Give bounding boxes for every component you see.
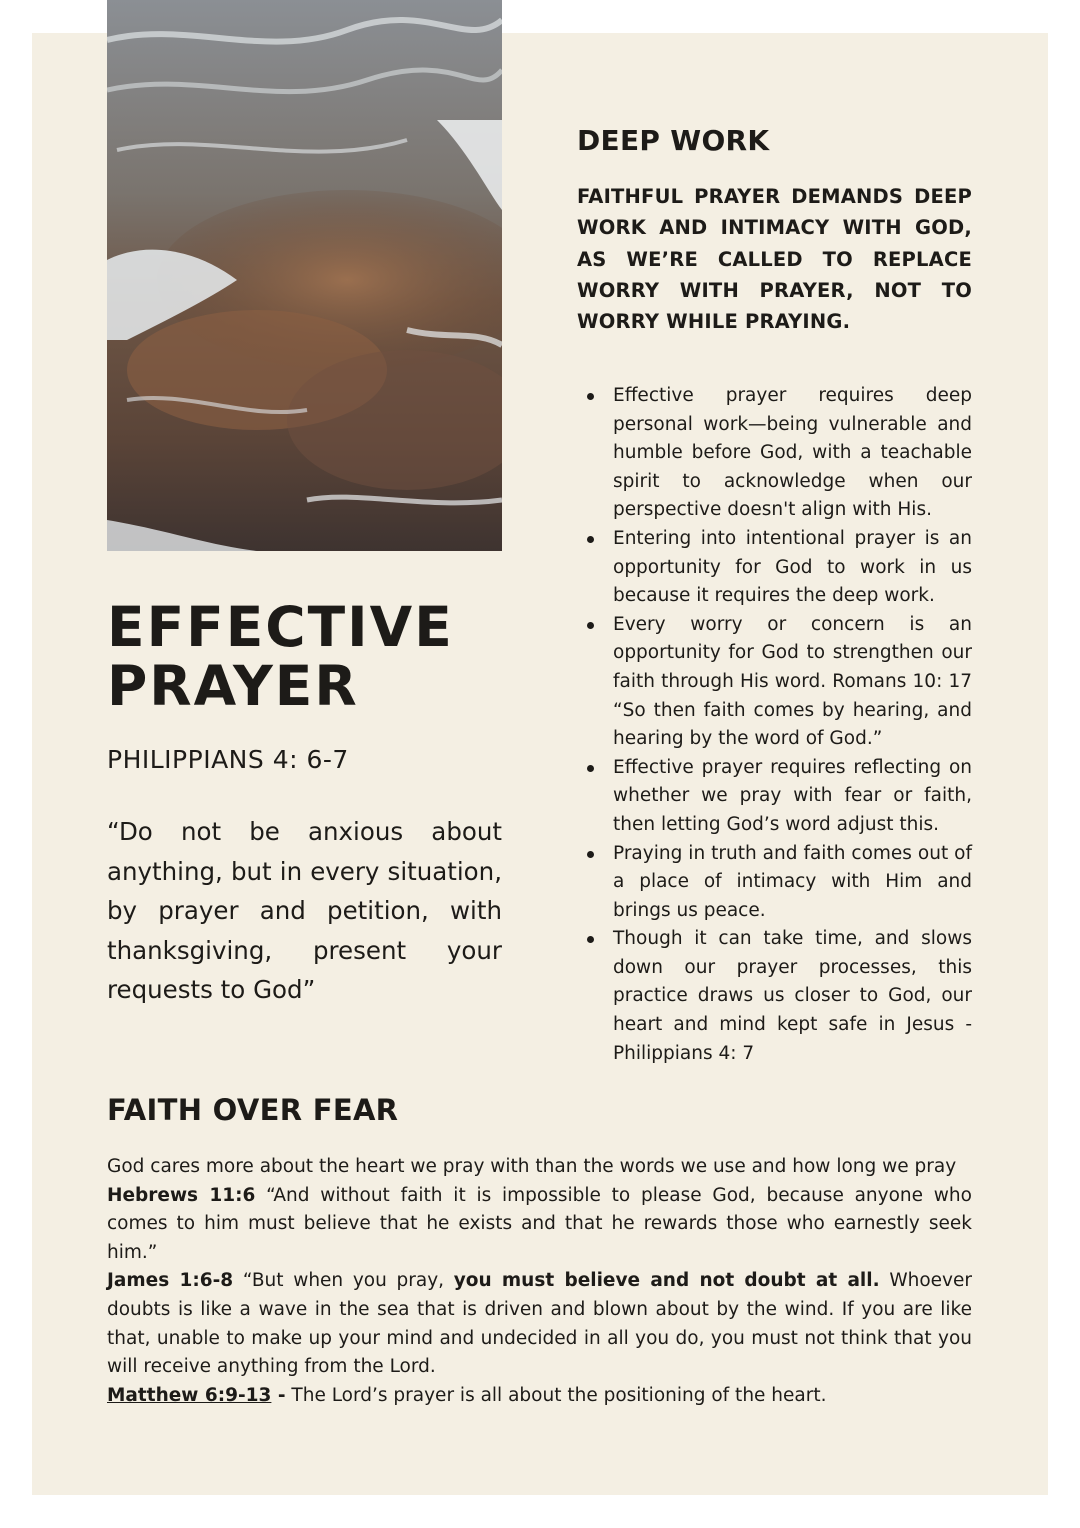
matthew-text: The Lord’s prayer is all about the positioning of the heart. xyxy=(285,1384,827,1406)
page-title-line-2: PRAYER xyxy=(107,654,359,718)
hebrews-paragraph xyxy=(107,1182,972,1268)
list-item: Effective prayer requires deep personal work—being vulnerable and humble before God, with a teachable spirit to acknowledge when our perspective doesn't align with His. xyxy=(613,382,972,525)
deep-work-heading: DEEP WORK xyxy=(577,124,770,157)
hebrews-text: “And without faith it is impossible to please God, because anyone who comes to him must believe that he exists and that he rewards those who earnestly seek him.” xyxy=(107,1184,972,1263)
james-text-end: Whoever doubts is like a wave in the sea that is driven and blown about by the wind. If you are like that, unable to make up your mind and undecided in all you do, you must not think that you will receive anything from the Lord. xyxy=(107,1270,972,1378)
list-item: Praying in truth and faith comes out of a place of intimacy with Him and brings us peace. xyxy=(613,840,972,926)
james-reference: James 1:6-8 xyxy=(107,1270,234,1292)
page-title-line-1: EFFECTIVE xyxy=(107,595,454,659)
faith-over-fear-body xyxy=(107,1153,972,1410)
scripture-reference: PHILIPPIANS 4: 6-7 xyxy=(107,745,349,774)
faith-over-fear-intro: God cares more about the heart we pray with than the words we use and how long we pray xyxy=(107,1156,957,1177)
hebrews-reference: Hebrews 11:6 xyxy=(107,1184,256,1206)
matthew-reference: Matthew 6:9-13 xyxy=(107,1384,272,1406)
list-item: Every worry or concern is an opportunity for God to strengthen our faith through His word. Romans 10: 17 “So then faith comes by hearing, and hearing by the word of God.” xyxy=(613,611,972,754)
matthew-dash: - xyxy=(271,1384,286,1406)
james-text-start: “But when you pray, xyxy=(233,1270,454,1292)
james-paragraph xyxy=(107,1267,972,1381)
faith-over-fear-heading: FAITH OVER FEAR xyxy=(107,1093,399,1127)
list-item: Though it can take time, and slows down our prayer processes, this practice draws us closer to God, our heart and mind kept safe in Jesus - Philippians 4: 7 xyxy=(613,925,972,1068)
deep-work-bullet-list xyxy=(577,382,972,1068)
ocean-waves-on-rocks-photo-icon xyxy=(107,0,502,551)
list-item: Entering into intentional prayer is an opportunity for God to work in us because it requires the deep work. xyxy=(613,525,972,611)
matthew-paragraph xyxy=(107,1382,972,1411)
page-title xyxy=(107,595,527,718)
list-item: Effective prayer requires reflecting on whether we pray with fear or faith, then letting God’s word adjust this. xyxy=(613,754,972,840)
scripture-quote: “Do not be anxious about anything, but in every situation, by prayer and petition, with thanksgiving, present your requests to God” xyxy=(107,817,502,1004)
deep-work-lead: FAITHFUL PRAYER DEMANDS DEEP WORK AND INTIMACY WITH GOD, AS WE’RE CALLED TO REPLACE WORRY WITH PRAYER, NOT TO WORRY WHILE PRAYING. xyxy=(577,185,972,334)
ocean-waves-photo xyxy=(107,0,502,551)
james-emphasis: you must believe and not doubt at all. xyxy=(453,1270,880,1292)
